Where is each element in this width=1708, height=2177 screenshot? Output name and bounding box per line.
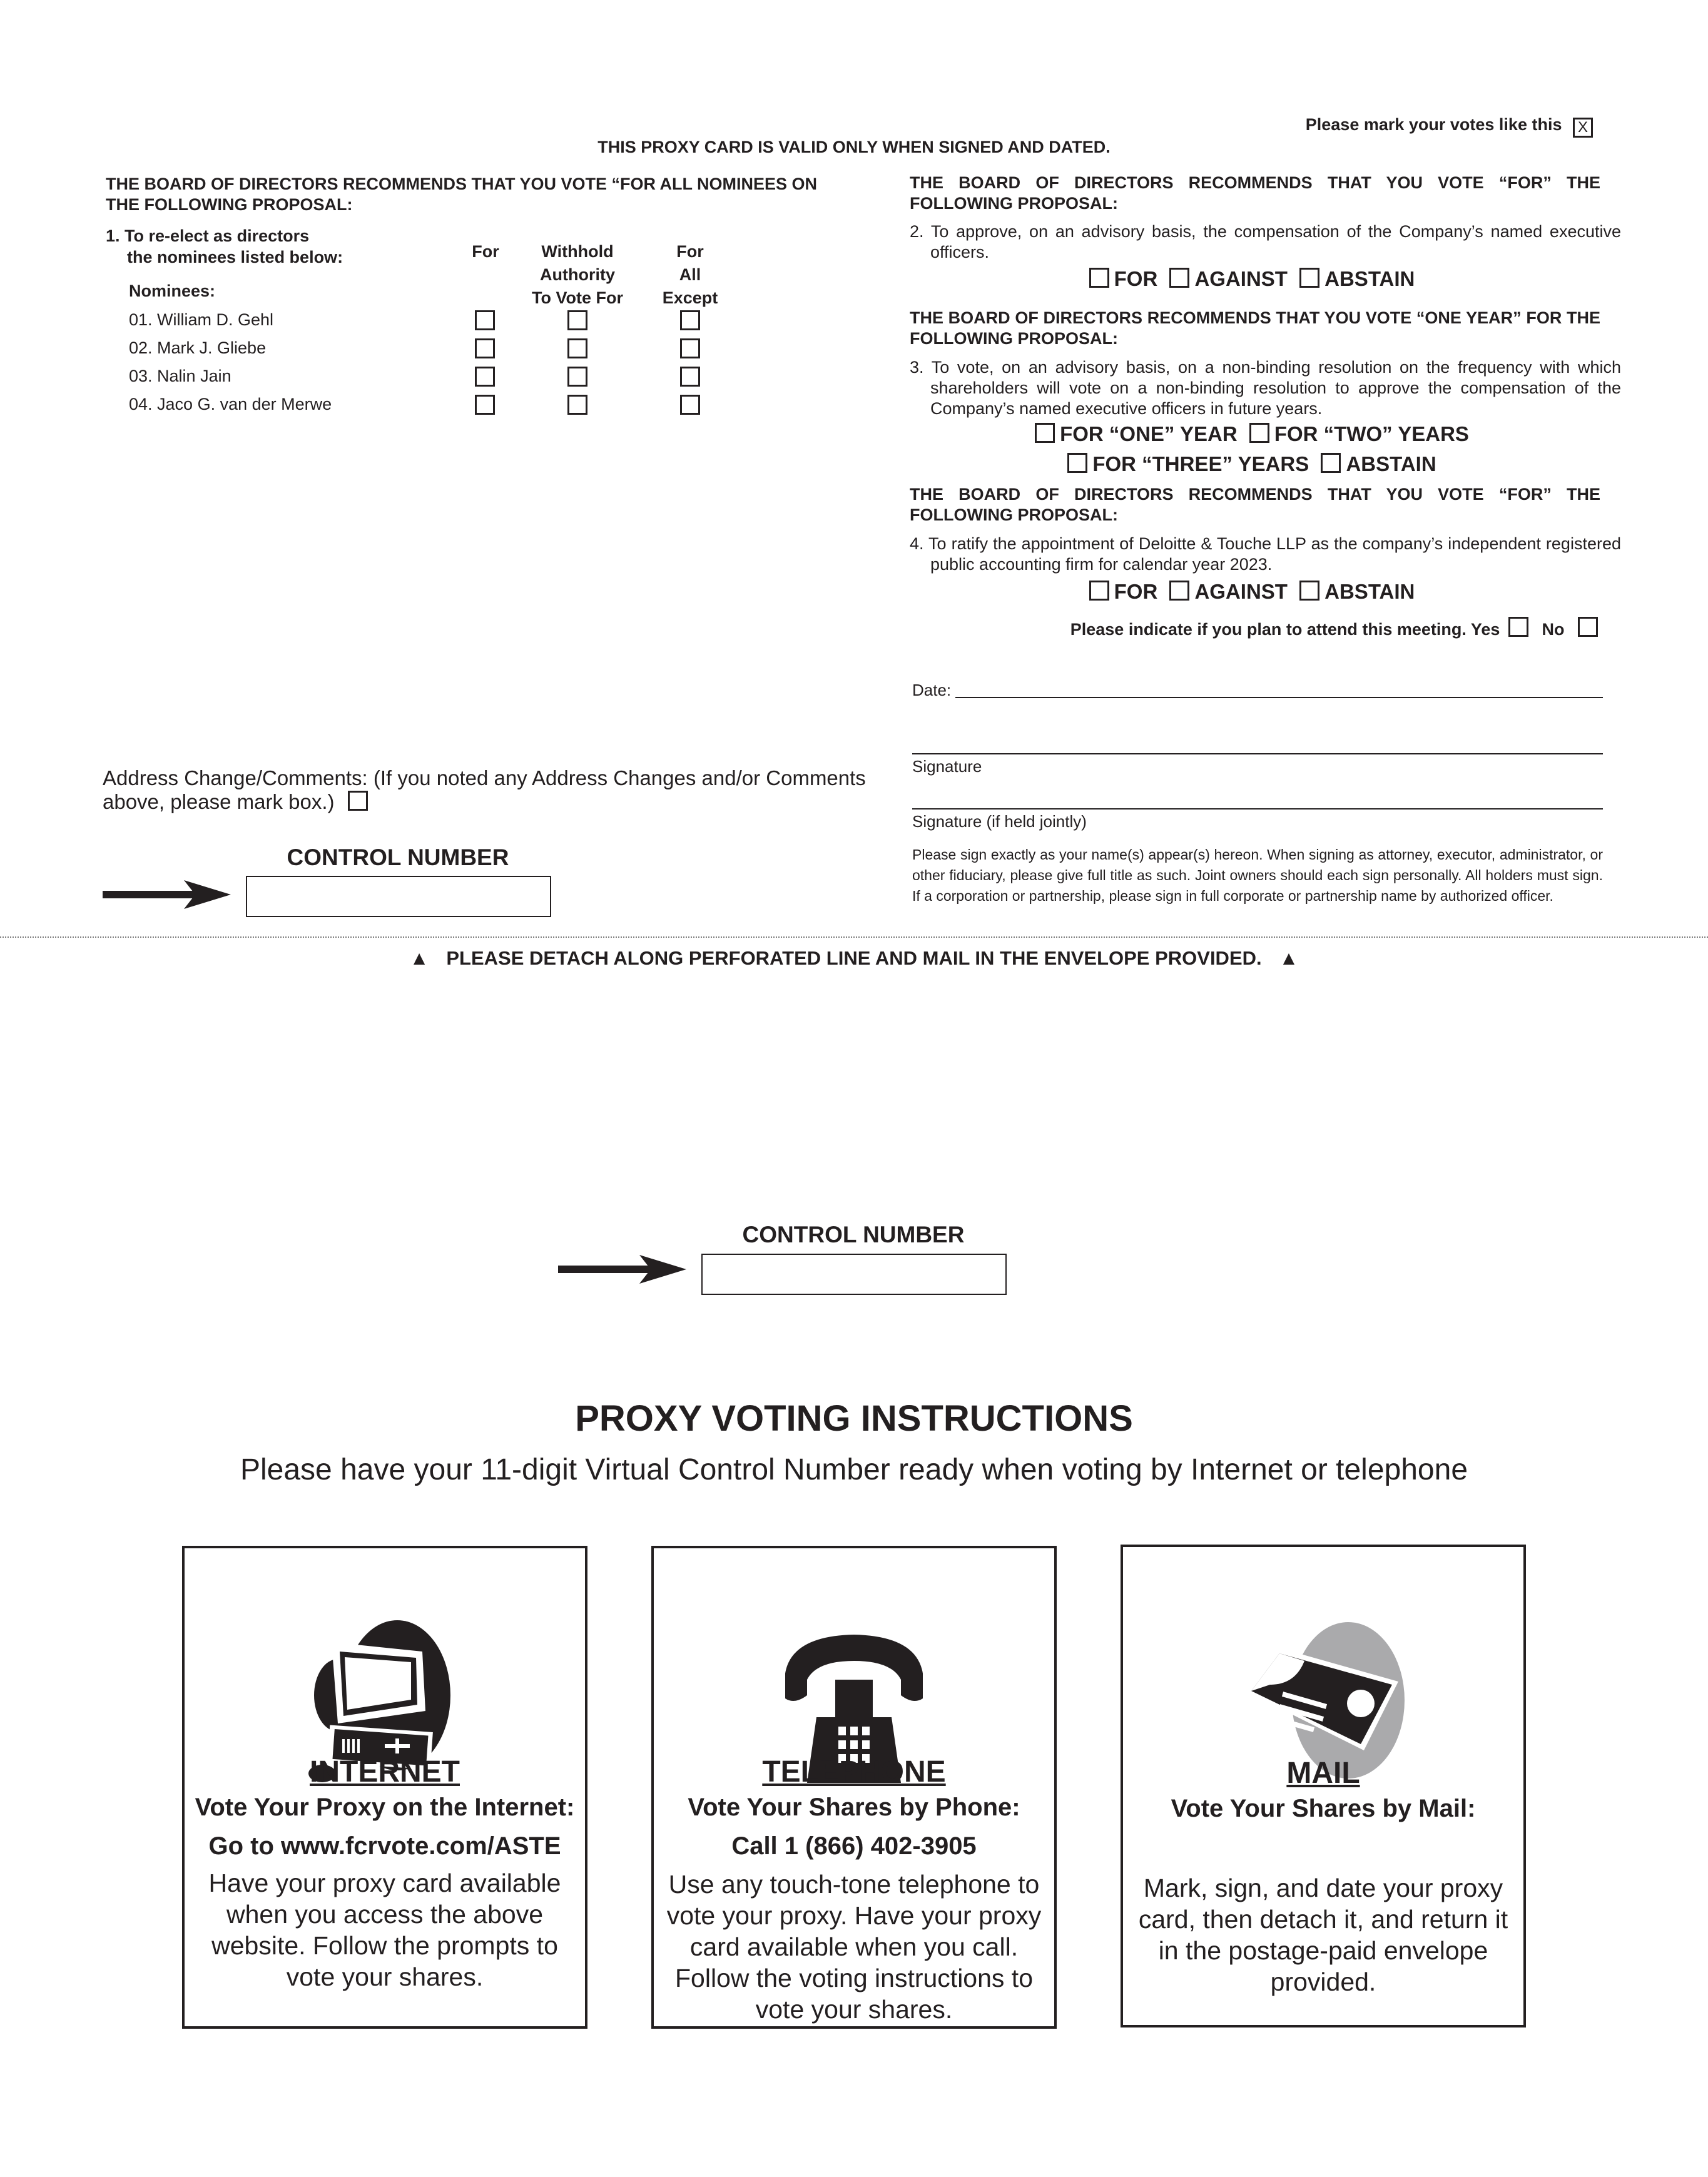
attend-no-label: No: [1542, 620, 1565, 639]
proposal4-options: [910, 578, 1600, 606]
telephone-number: Call 1 (866) 402-3905: [731, 1832, 977, 1860]
proposal3-options-row1: [910, 420, 1600, 448]
col-except-l3: Except: [662, 288, 718, 307]
mark-instruction-text: Please mark your votes like this: [1305, 115, 1562, 134]
option-label: FOR: [1114, 580, 1158, 603]
date-input-line[interactable]: [955, 697, 1603, 698]
proposal2-options: [910, 265, 1600, 293]
mail-subtitle: Vote Your Shares by Mail:: [1171, 1795, 1476, 1822]
col-except-l1: For: [676, 242, 704, 261]
attend-yes-checkbox[interactable]: [1508, 617, 1528, 637]
nominee-name: 04. Jaco G. van der Merwe: [129, 395, 332, 414]
arrow-right-icon: [558, 1254, 686, 1285]
nominee3-for-checkbox[interactable]: [475, 367, 495, 387]
arrow-right-icon: [103, 879, 231, 910]
address-change-line1: Address Change/Comments: (If you noted any Address Changes and/or Comments: [103, 766, 866, 789]
address-change-checkbox[interactable]: [348, 791, 368, 811]
proposal3-heading: THE BOARD OF DIRECTORS RECOMMENDS THAT YOU VOTE “ONE YEAR” FOR THE FOLLOWING PROPOSAL:: [910, 308, 1600, 348]
control-number-field[interactable]: [246, 876, 551, 917]
internet-title: INTERNET: [310, 1755, 460, 1789]
proposal1-line1: 1. To re-elect as directors: [106, 226, 310, 245]
proposal4-abstain-checkbox[interactable]: [1299, 581, 1319, 601]
proposal3-abstain-checkbox[interactable]: [1321, 453, 1341, 473]
nominee4-except-checkbox[interactable]: [680, 395, 700, 415]
nominee2-except-checkbox[interactable]: [680, 338, 700, 358]
triangle-up-icon: ▲: [1279, 947, 1299, 969]
instructions-subtitle: Please have your 11-digit Virtual Control Number ready when voting by Internet or telephone: [240, 1453, 1468, 1486]
proposal3-options-row2: [910, 450, 1600, 478]
proposal1-heading: THE BOARD OF DIRECTORS RECOMMENDS THAT YOU VOTE “FOR ALL NOMINEES ON THE FOLLOWING PROPOSAL:: [106, 175, 818, 214]
nominee1-for-checkbox[interactable]: [475, 310, 495, 330]
proposal2-abstain-checkbox[interactable]: [1299, 268, 1319, 288]
nominee-name: 02. Mark J. Gliebe: [129, 338, 267, 357]
detach-notice: [0, 947, 1708, 970]
internet-body: Have your proxy card available when you access the above website. Follow the prompts to vote your shares.: [208, 1869, 561, 1991]
signing-instructions: Please sign exactly as your name(s) appear(s) hereon. When signing as attorney, executor, administrator, or other fiduciary, please give full title as such. Joint owners should each sign personally. All holders must sign. If a corporation or partnership, please sign in full corporate or partnership name by authorized officer.: [912, 846, 1603, 904]
nominee3-withhold-checkbox[interactable]: [567, 367, 587, 387]
option-label: ABSTAIN: [1324, 580, 1415, 603]
control-number-field-2[interactable]: [701, 1254, 1007, 1295]
nominee1-except-checkbox[interactable]: [680, 310, 700, 330]
proposal1-line2: the nominees listed below:: [127, 248, 343, 266]
option-label: ABSTAIN: [1346, 452, 1436, 475]
attend-no-checkbox[interactable]: [1578, 617, 1598, 637]
address-change-line2: above, please mark box.): [103, 790, 335, 813]
attend-meeting: [1070, 617, 1598, 639]
option-label: FOR “THREE” YEARS: [1092, 452, 1309, 475]
proposal3-two-years-checkbox[interactable]: [1249, 423, 1269, 443]
nominee4-withhold-checkbox[interactable]: [567, 395, 587, 415]
joint-signature-line[interactable]: [912, 808, 1603, 809]
internet-url-link[interactable]: Go to www.fcrvote.com/ASTE: [208, 1832, 561, 1860]
mail-body: Mark, sign, and date your proxy card, then detach it, and return it in the postage-paid envelope provided.: [1138, 1874, 1508, 1996]
telephone-voting-panel: [651, 1546, 1057, 2029]
mail-title: MAIL: [1286, 1757, 1360, 1790]
nominee-name: 01. William D. Gehl: [129, 310, 274, 329]
control-number-label: CONTROL NUMBER: [287, 845, 509, 870]
validity-notice: THIS PROXY CARD IS VALID ONLY WHEN SIGNED AND DATED.: [597, 138, 1111, 156]
joint-signature-label: Signature (if held jointly): [912, 812, 1087, 831]
triangle-up-icon: ▲: [409, 947, 429, 969]
control-number-label-2: CONTROL NUMBER: [742, 1222, 965, 1247]
col-except-l2: All: [679, 265, 701, 284]
col-withhold-l2: Authority: [540, 265, 615, 284]
proposal2-heading: THE BOARD OF DIRECTORS RECOMMENDS THAT YOU VOTE “FOR” THE FOLLOWING PROPOSAL:: [910, 173, 1600, 213]
proposal2-for-checkbox[interactable]: [1089, 268, 1109, 288]
mark-instruction: [1306, 115, 1593, 138]
proposal4-against-checkbox[interactable]: [1169, 581, 1189, 601]
nominee2-for-checkbox[interactable]: [475, 338, 495, 358]
telephone-body: Use any touch-tone telephone to vote your proxy. Have your proxy card available when you call. Follow the voting instructions to vote your shares.: [666, 1870, 1042, 2024]
date-label: Date:: [912, 681, 952, 699]
signature-line[interactable]: [912, 753, 1603, 754]
nominee4-for-checkbox[interactable]: [475, 395, 495, 415]
col-for-l1: For: [472, 242, 499, 261]
perforated-line: [0, 936, 1708, 938]
proposal2-against-checkbox[interactable]: [1169, 268, 1189, 288]
column-header-for-all-except: [621, 240, 759, 310]
attend-question: Please indicate if you plan to attend this meeting.: [1070, 620, 1467, 639]
nominee-name: 03. Nalin Jain: [129, 367, 231, 385]
telephone-subtitle: Vote Your Shares by Phone:: [688, 1794, 1020, 1821]
option-label: FOR “TWO” YEARS: [1274, 422, 1469, 445]
mark-example-checkbox: X: [1573, 118, 1593, 138]
option-label: AGAINST: [1194, 267, 1288, 290]
proposal3-one-year-checkbox[interactable]: [1035, 423, 1055, 443]
telephone-title: TELEPHONE: [762, 1755, 946, 1789]
option-label: AGAINST: [1194, 580, 1288, 603]
nominees-label: Nominees:: [129, 282, 216, 300]
nominee3-except-checkbox[interactable]: [680, 367, 700, 387]
option-label: FOR “ONE” YEAR: [1060, 422, 1238, 445]
option-label: ABSTAIN: [1324, 267, 1415, 290]
proposal4-heading: THE BOARD OF DIRECTORS RECOMMENDS THAT YOU VOTE “FOR” THE FOLLOWING PROPOSAL:: [910, 485, 1600, 524]
signature-label: Signature: [912, 757, 982, 776]
internet-voting-panel: [182, 1546, 587, 2029]
internet-subtitle: Vote Your Proxy on the Internet:: [195, 1794, 575, 1821]
proposal4-for-checkbox[interactable]: [1089, 581, 1109, 601]
detach-notice-text: PLEASE DETACH ALONG PERFORATED LINE AND MAIL IN THE ENVELOPE PROVIDED.: [446, 947, 1262, 969]
instructions-title: PROXY VOTING INSTRUCTIONS: [575, 1398, 1133, 1439]
proposal3-three-years-checkbox[interactable]: [1067, 453, 1087, 473]
attend-yes-label: Yes: [1470, 620, 1500, 639]
address-change: [103, 766, 866, 814]
proposal2-text: 2. To approve, on an advisory basis, the compensation of the Company’s named executive officers.: [910, 222, 1621, 261]
nominee2-withhold-checkbox[interactable]: [567, 338, 587, 358]
option-label: FOR: [1114, 267, 1158, 290]
proposal3-text: 3. To vote, on an advisory basis, on a non-binding resolution on the frequency with which shareholders will vote on a non-binding resolution to approve the compensation of the Company’s named executive officers in future years.: [910, 358, 1621, 418]
col-withhold-l3: To Vote For: [532, 288, 623, 307]
nominee1-withhold-checkbox[interactable]: [567, 310, 587, 330]
col-withhold-l1: Withhold: [541, 242, 614, 261]
mail-voting-panel: [1121, 1545, 1526, 2027]
proposal4-text: 4. To ratify the appointment of Deloitte & Touche LLP as the company’s independent registered public accounting firm for calendar year 2023.: [910, 534, 1621, 574]
